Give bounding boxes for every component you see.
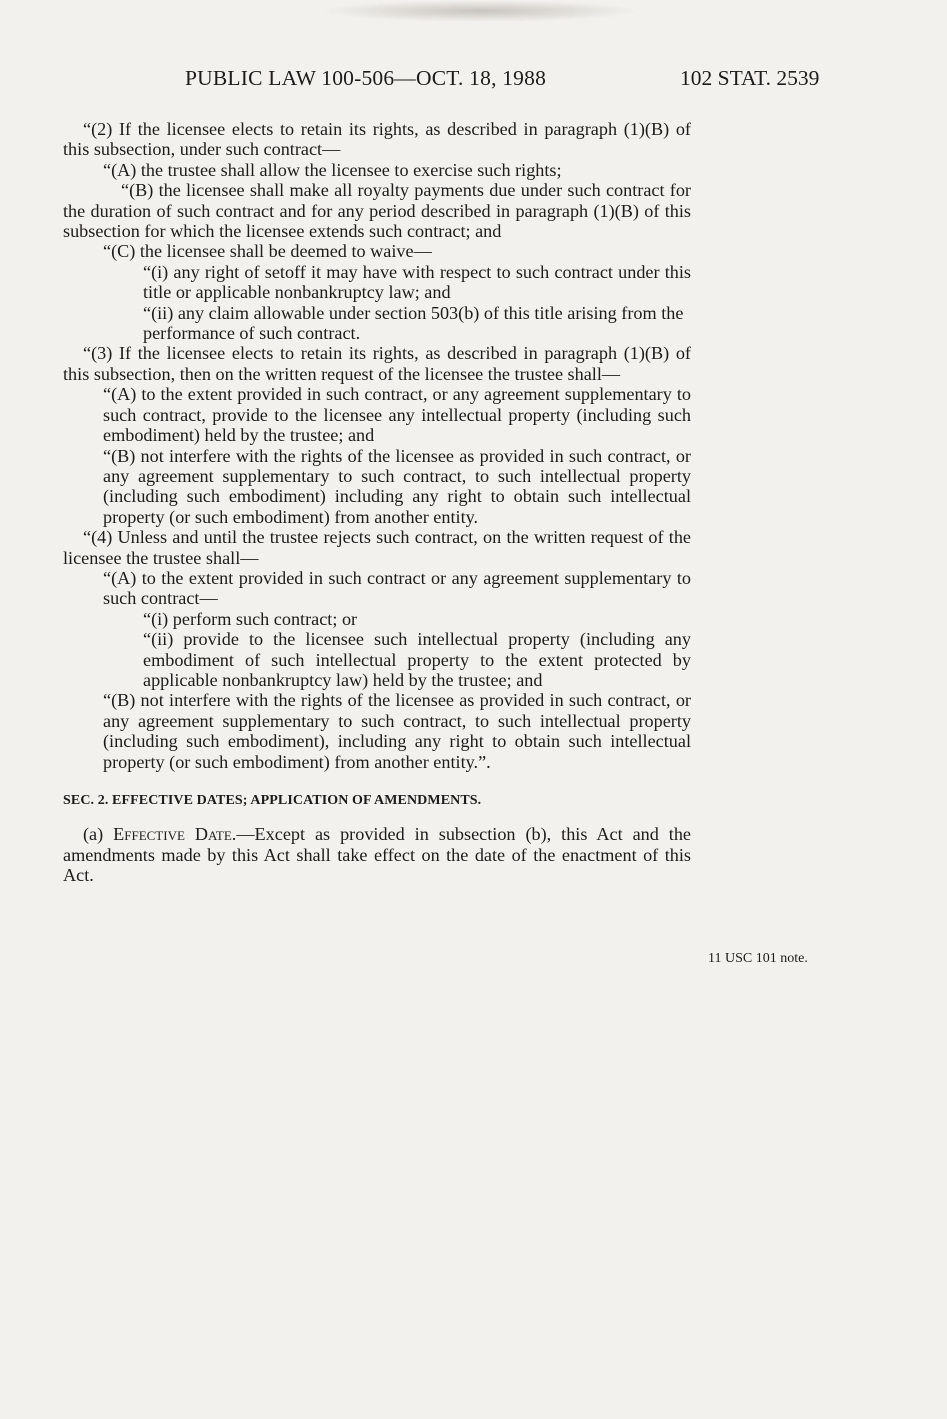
paragraph-2-B: “(B) the licensee shall make all royalty payments due under such contract for the duration of such contract and for any period described in paragraph (1)(B) of this subsection for which the licensee extends such contract; and bbox=[63, 180, 691, 242]
paragraph-3: “(3) If the licensee elects to retain its rights, as described in paragraph (1)(B) of this subsection, then on the written request of the licensee the trustee shall— bbox=[63, 343, 691, 384]
main-text bbox=[63, 119, 691, 886]
subsection-a-text: —Except as provided in subsection (b), this Act and the amendments made by this Act shall take effect on the date of the enactment of this Act. bbox=[63, 824, 691, 886]
page-number-stat: 102 STAT. 2539 bbox=[680, 66, 820, 90]
paragraph-2-A: “(A) the trustee shall allow the licensee to exercise such rights; bbox=[103, 159, 562, 180]
section-2-heading: SEC. 2. EFFECTIVE DATES; APPLICATION OF AMENDMENTS. bbox=[63, 793, 482, 808]
paragraph-2-C: “(C) the licensee shall be deemed to waive— bbox=[103, 241, 432, 262]
paragraph-4: “(4) Unless and until the trustee rejects such contract, on the written request of the licensee the trustee shall— bbox=[63, 527, 691, 568]
margin-note: 11 USC 101 note. bbox=[708, 951, 808, 966]
paragraph-4-B: “(B) not interfere with the rights of the licensee as provided in such contract, or any agreement supplementary to such contract, to such intellectual property (including such embodiment), including any right to obtain such intellectual property (or such embodiment) from another entity.”. bbox=[103, 690, 691, 772]
running-header-title: PUBLIC LAW 100-506—OCT. 18, 1988 bbox=[185, 66, 547, 90]
paragraph-4-A: “(A) to the extent provided in such contract or any agreement supplementary to such contract— bbox=[103, 567, 691, 609]
paragraph-2-C-ii: “(ii) any claim allowable under section 503(b) of this title arising from the performance of such contract. bbox=[143, 302, 684, 344]
paragraph-4-A-i: “(i) perform such contract; or bbox=[143, 608, 358, 629]
subsection-a-label: (a) bbox=[83, 824, 114, 845]
scan-smudge bbox=[320, 0, 640, 22]
paragraph-2: “(2) If the licensee elects to retain its rights, as described in paragraph (1)(B) of this subsection, under such contract— bbox=[63, 119, 691, 160]
paragraph-3-B: “(B) not interfere with the rights of the licensee as provided in such contract, or any agreement supplementary to such contract, to such intellectual property (including such embodiment) including any right to obtain such intellectual property (or such embodiment) from another entity. bbox=[103, 445, 691, 527]
paragraph-2-C-i: “(i) any right of setoff it may have with respect to such contract under this title or applicable nonbankruptcy law; and bbox=[143, 261, 691, 303]
paragraph-4-A-ii: “(ii) provide to the licensee such intellectual property (including any embodiment of such intellectual property to the extent protected by applicable nonbankruptcy law) held by the trustee; and bbox=[143, 629, 691, 690]
subsection-a-caption: Effective Date. bbox=[113, 824, 237, 845]
subsection-a bbox=[63, 824, 691, 885]
paragraph-3-A: “(A) to the extent provided in such contract, or any agreement supplementary to such contract, provide to the licensee any intellectual property (including such embodiment) held by the trustee; and bbox=[103, 384, 691, 446]
